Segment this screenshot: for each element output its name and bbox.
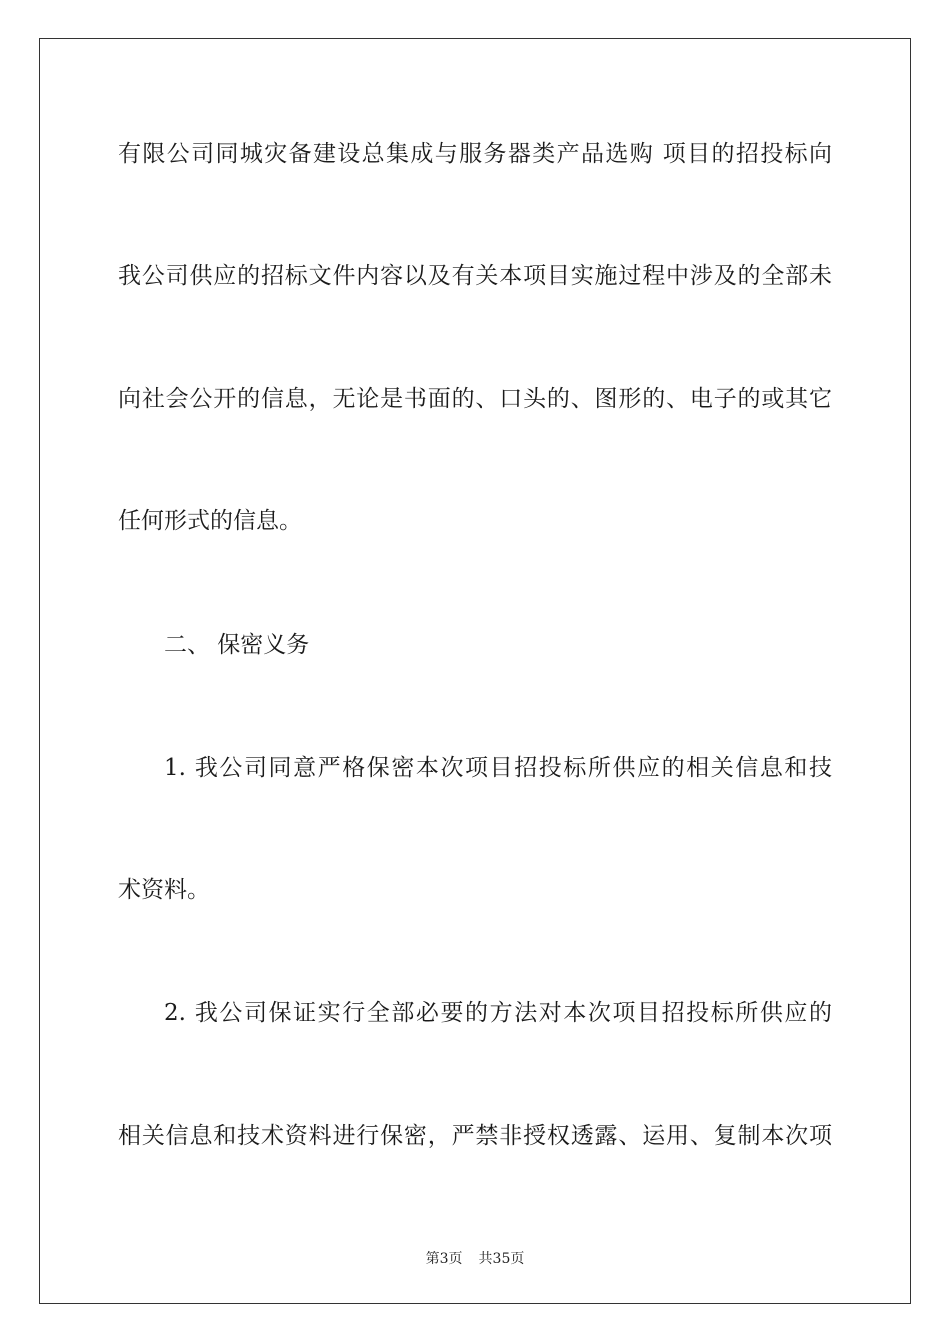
clause-1-line-1: 1. 我公司同意严格保密本次项目招投标所供应的相关信息和技 xyxy=(164,755,832,781)
clause-1-line-2: 术资料。 xyxy=(118,877,210,903)
body-line-4: 任何形式的信息。 xyxy=(118,508,302,534)
clause-2-line-1: 2. 我公司保证实行全部必要的方法对本次项目招投标所供应的 xyxy=(164,1000,832,1026)
body-line-1: 有限公司同城灾备建设总集成与服务器类产品选购 项目的招投标向 xyxy=(118,141,832,167)
page-footer xyxy=(0,1248,950,1268)
page-number: 第3页 xyxy=(425,1251,463,1267)
page-total: 共35页 xyxy=(478,1251,525,1267)
body-line-2: 我公司供应的招标文件内容以及有关本项目实施过程中涉及的全部未 xyxy=(118,263,832,289)
body-line-3: 向社会公开的信息，无论是书面的、口头的、图形的、电子的或其它 xyxy=(118,386,832,412)
page-border xyxy=(39,38,911,1304)
section-heading: 二、 保密义务 xyxy=(164,632,310,658)
clause-2-line-2: 相关信息和技术资料进行保密，严禁非授权透露、运用、复制本次项 xyxy=(118,1123,832,1149)
